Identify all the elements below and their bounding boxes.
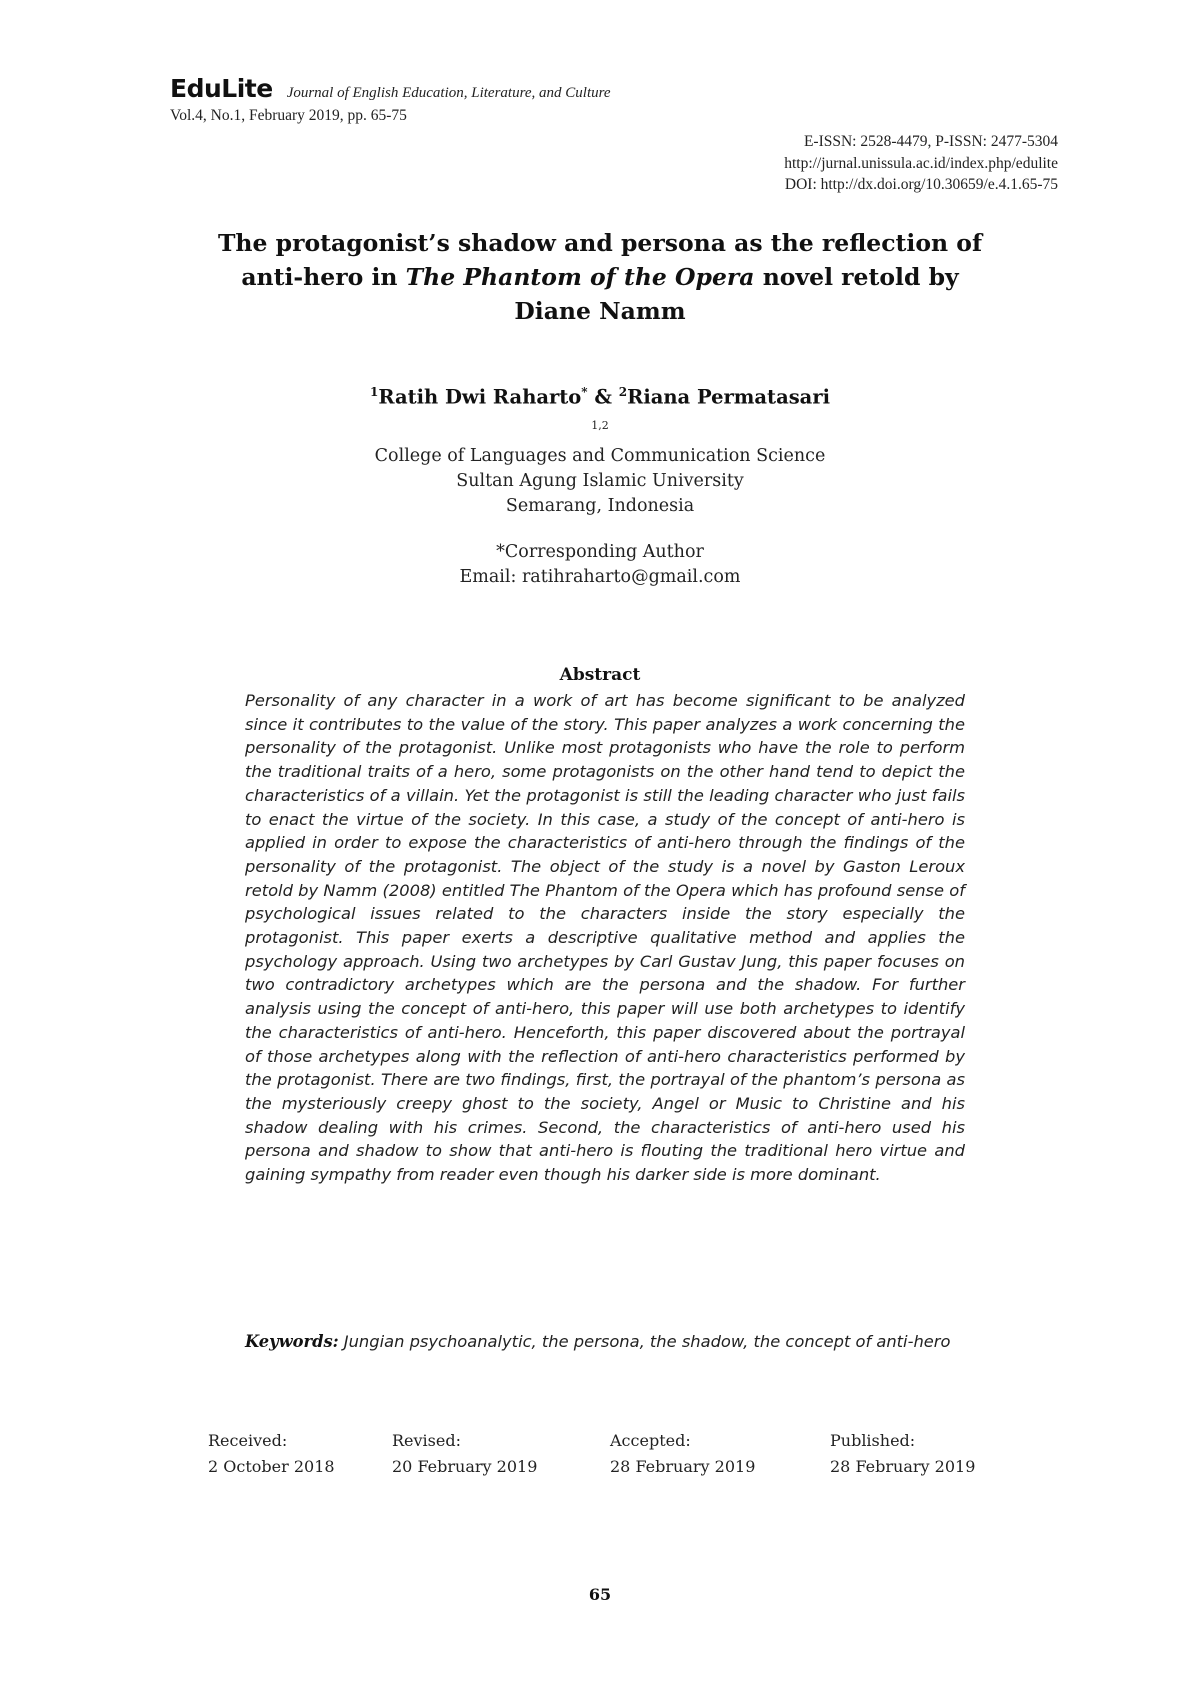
corresponding-label: *Corresponding Author: [496, 542, 704, 562]
author1-name: Ratih Dwi Raharto: [378, 385, 582, 409]
affiliation-line-1: [150, 413, 1050, 469]
affiliation: [150, 413, 1050, 519]
paper-title: [150, 226, 1050, 328]
published-label: Published:: [830, 1431, 916, 1450]
affiliation-line-2: Sultan Agung Islamic University: [456, 470, 744, 491]
published-value: 28 February 2019: [830, 1457, 976, 1476]
journal-masthead: [170, 74, 770, 103]
journal-header: [170, 74, 770, 125]
doi-line[interactable]: DOI: http://dx.doi.org/10.30659/e.4.1.65-75: [784, 176, 1058, 193]
received-label: Received:: [208, 1431, 288, 1450]
title-novel-name: The Phantom of the Opera: [405, 263, 755, 291]
title-line-1: The protagonist’s shadow and persona as the reflection of: [217, 229, 983, 257]
received-value: 2 October 2018: [208, 1457, 335, 1476]
author2-affil-sup: 2: [618, 385, 628, 399]
affiliation-college: College of Languages and Communication Science: [374, 445, 826, 466]
title-line-2-suffix: novel retold by: [754, 263, 959, 291]
author2-name: Riana Permatasari: [627, 385, 830, 409]
keywords: [245, 1330, 965, 1354]
title-line-2: [150, 260, 1050, 294]
accepted-value: 28 February 2019: [610, 1457, 756, 1476]
revised-value: 20 February 2019: [392, 1457, 538, 1476]
affiliation-sup: 1,2: [591, 419, 609, 432]
keywords-text: Jungian psychoanalytic, the persona, the shadow, the concept of anti-hero: [338, 1332, 951, 1351]
revised-label: Revised:: [392, 1431, 461, 1450]
date-published: [830, 1428, 975, 1480]
accepted-label: Accepted:: [610, 1431, 691, 1450]
volume-info: Vol.4, No.1, February 2019, pp. 65-75: [170, 107, 407, 124]
abstract-text: Personality of any character in a work of art has become significant to be analyzed since it contributes to the value of the story. This paper analyzes a work concerning the personality of the protagonist. Unlike most protagonists who have the role to perform the traditional traits of a hero, some protagonists on the other hand tend to depict the characteristics of a villain. Yet the protagonist is still the leading character who just fails to enact the virtue of the society. In this case, a study of the concept of anti-hero is applied in order to expose the characteristics of anti-hero through the findings of the personality of the protagonist. The object of the study is a novel by Gaston Leroux retold by Namm (2008) entitled The Phantom of the Opera which has profound sense of psychological issues related to the characters inside the story especially the protagonist. This paper exerts a descriptive qualitative method and applies the psychology approach. Using two archetypes by Carl Gustav Jung, this paper focuses on two contradictory archetypes which are the persona and the shadow. For further analysis using the concept of anti-hero, this paper will use both archetypes to identify the characteristics of anti-hero. Henceforth, this paper discovered about the portrayal of those archetypes along with the reflection of anti-hero characteristics performed by the protagonist. There are two findings, first, the portrayal of the phantom’s persona as the mysteriously creepy ghost to the society, Angel or Music to Christine and his shadow dealing with his crimes. Second, the characteristics of anti-hero used his persona and shadow to show that anti-hero is flouting the traditional hero virtue and gaining sympathy from reader even though his darker side is more dominant.: [245, 691, 965, 1185]
journal-name: Journal of English Education, Literature, and Culture: [286, 85, 611, 101]
page-number: 65: [588, 1585, 612, 1604]
journal-url[interactable]: http://jurnal.unissula.ac.id/index.php/edulite: [784, 154, 1058, 172]
date-received: [208, 1428, 335, 1480]
issn-line: E-ISSN: 2528-4479, P-ISSN: 2477-5304: [803, 133, 1058, 150]
author1-affil-sup: 1: [369, 385, 379, 399]
corresponding-mark: *: [581, 385, 588, 399]
author-separator: &: [587, 385, 619, 409]
journal-logo: EduLite: [170, 74, 273, 103]
corresponding-author: [150, 540, 1050, 590]
abstract-heading: Abstract: [559, 665, 641, 685]
author-line: [150, 385, 1050, 409]
date-accepted: [610, 1428, 755, 1480]
title-line-2-prefix: anti-hero in: [241, 263, 406, 291]
date-revised: [392, 1428, 537, 1480]
issn-block: [784, 131, 1058, 196]
affiliation-line-3: Semarang, Indonesia: [505, 495, 695, 516]
corresponding-email[interactable]: Email: ratihraharto@gmail.com: [459, 567, 741, 587]
keywords-label: Keywords:: [245, 1332, 339, 1351]
title-line-3: Diane Namm: [514, 297, 686, 325]
